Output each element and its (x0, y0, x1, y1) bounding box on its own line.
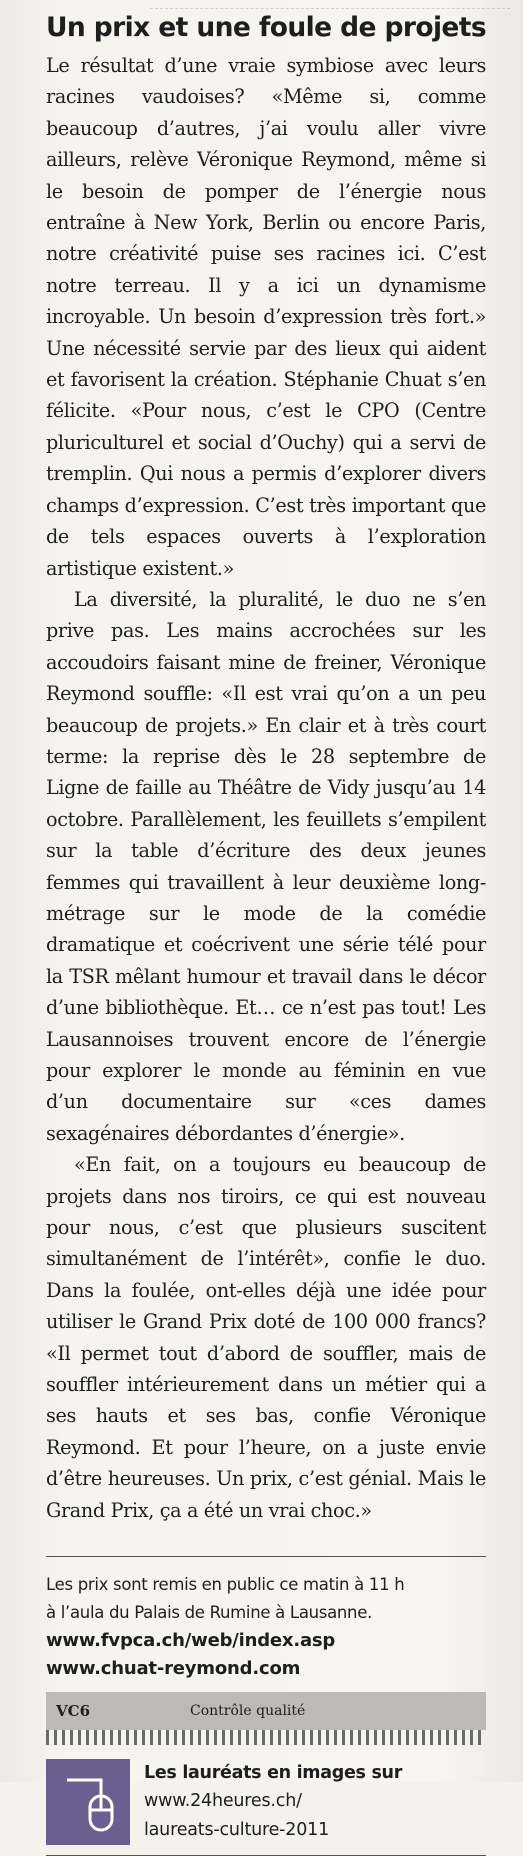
promo-text (144, 1759, 402, 1845)
previous-column-trace (150, 0, 510, 9)
article-paragraph-2: La diversité, la pluralité, le duo ne s’en prive pas. Les mains accrochées sur les accoudoirs faisant mine de freiner, Véronique Reymond souffle: «Il est vrai qu’on a un peu beaucoup de projets.» En clair et à très court terme: la reprise dès le 28 septembre de Ligne de faille au Théâtre de Vidy jusqu’au 14 octobre. Parallèlement, les feuillets s’empilent sur la table d’écriture des deux jeunes femmes qui travaillent à leur deuxième long-métrage sur le mode de la comédie dramatique et coécrivent une série télé pour la TSR mêlant humour et travail dans le décor d’une bibliothèque. Et… ce n’est pas tout! Les Lausannoises trouvent encore de l’énergie pour explorer le monde au féminin en vue d’un documentaire sur «ces dames sexagénaires débordantes d’énergie». (46, 587, 486, 1145)
info-link-chuat-reymond[interactable]: www.chuat-reymond.com (46, 1658, 301, 1680)
quality-control-label: Contrôle qualité (190, 1703, 306, 1719)
article-body (46, 50, 486, 1526)
promo-title: Les lauréats en images sur (144, 1763, 403, 1784)
article-paragraph-3: «En fait, on a toujours eu beaucoup de projets dans nos tiroirs, ce qui est nouveau pour nous, c’est que plusieurs suscitent simultanément de l’intérêt», confie le duo. Dans la foulée, ont-elles déjà une idée pour utiliser le Grand Prix doté de 100 000 francs? «Il permet tout d’abord de souffler, mais de souffler intérieurement dans un métier qui a ses hauts et ses bas, confie Véronique Reymond. Et pour l’heure, on a juste envie d’être heureuses. Un prix, c’est génial. Mais le Grand Prix, ça a été un vrai choc.» (46, 1153, 486, 1522)
promo-link-line2[interactable]: laureats-culture-2011 (144, 1820, 330, 1841)
info-box (46, 1571, 486, 1683)
info-line-time: Les prix sont remis en public ce matin à 11 h (46, 1575, 405, 1595)
web-promo (46, 1759, 486, 1845)
page-code: VC6 (56, 1702, 91, 1720)
mouse-icon (46, 1759, 130, 1845)
article-column (46, 10, 486, 1856)
article-headline: Un prix et une foule de projets (46, 12, 487, 43)
article-paragraph-1: Le résultat d’une vraie symbiose avec leurs racines vaudoises? «Même si, comme beaucoup d’autres, j’ai voulu aller vivre ailleurs, relève Véronique Reymond, même si le besoin de pomper de l’énergie nous entraîne à New York, Berlin ou encore Paris, notre créativité puise ses racines ici. C’est notre terreau. Il y a ici un dynamisme incroyable. Un besoin d’expression très fort.» Une nécessité servie par des lieux qui aident et favorisent la création. Stéphanie Chuat s’en félicite. «Pour nous, c’est le CPO (Centre pluriculturel et social d’Ouchy) qui a servi de tremplin. Qui nous a permis d’explorer divers champs d’expression. C’est très important que de tels espaces ouverts à l’exploration artistique existent.» (46, 54, 486, 580)
promo-link-line1[interactable]: www.24heures.ch/ (144, 1791, 302, 1812)
info-line-place: à l’aula du Palais de Rumine à Lausanne. (46, 1603, 373, 1623)
footer-band (46, 1692, 486, 1730)
dashed-separator (46, 1729, 486, 1745)
divider-rule (46, 1556, 486, 1557)
info-link-fvpca[interactable]: www.fvpca.ch/web/index.asp (46, 1630, 336, 1652)
